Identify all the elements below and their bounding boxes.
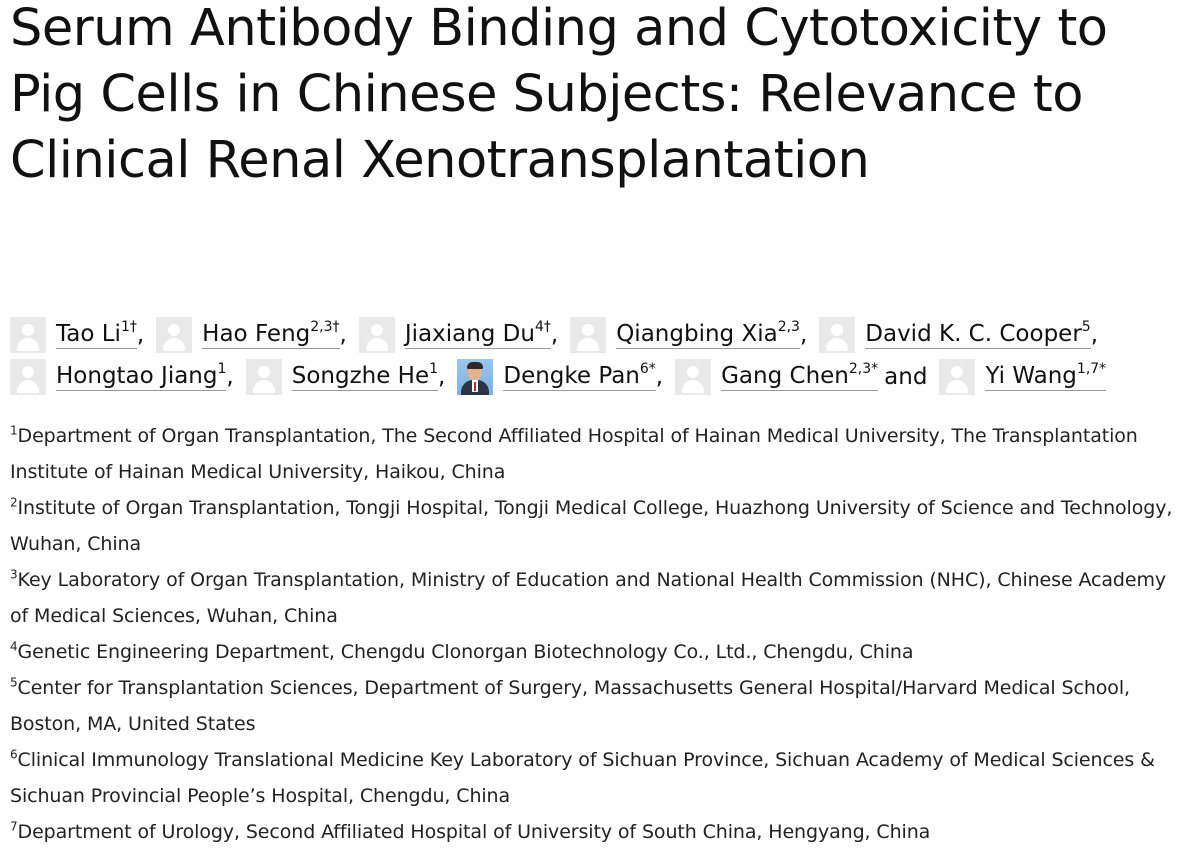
author-separator: ,: [136, 322, 145, 348]
affiliation-text: Genetic Engineering Department, Chengdu Clonorgan Biotechnology Co., Ltd., Chengdu, China: [17, 641, 914, 663]
affiliation-text: Center for Transplantation Sciences, Department of Surgery, Massachusetts General Hospital/Harvard Medical School, Boston, MA, United States: [10, 677, 1130, 735]
author-tao-li[interactable]: [10, 317, 137, 353]
author-affiliation-marker: 1: [217, 361, 227, 378]
avatar-placeholder-icon: [570, 317, 606, 353]
affiliation-text: Key Laboratory of Organ Transplantation, Ministry of Education and National Health Commission (NHC), Chinese Academy of Medical Sciences, Wuhan, China: [10, 569, 1167, 627]
author-separator: ,: [1090, 322, 1099, 348]
author-qiangbing-xia[interactable]: [570, 317, 800, 353]
avatar-placeholder-icon: [246, 359, 282, 395]
affiliation-text: Department of Urology, Second Affiliated Hospital of University of South China, Hengyang, China: [17, 821, 931, 843]
affiliation-list: [10, 418, 1182, 850]
author-affiliation-marker: 2,3: [777, 319, 800, 336]
avatar-placeholder-icon: [819, 317, 855, 353]
author-name-link[interactable]: David K. C. Cooper$^5$: [865, 319, 1091, 347]
affiliation-5: [10, 670, 1182, 742]
affiliation-text: Department of Organ Transplantation, The Second Affiliated Hospital of Hainan Medical University, The Transplantation Institute of Hainan Medical University, Haikou, China: [10, 425, 1138, 483]
author-songzhe-he[interactable]: [246, 359, 438, 395]
avatar-placeholder-icon: [675, 359, 711, 395]
article-title: Serum Antibody Binding and Cytotoxicity to Pig Cells in Chinese Subjects: Relevance to Clinical Renal Xenotransplantation: [10, 0, 1108, 190]
affiliation-1: [10, 418, 1182, 490]
author-name-link[interactable]: Hao Feng$^{2,3\dagger}$: [202, 319, 340, 347]
author-name-link[interactable]: Songzhe He$^1$: [291, 361, 439, 389]
author-separator: ,: [655, 364, 664, 390]
affiliation-number: 2: [10, 495, 18, 510]
avatar-placeholder-icon: [939, 359, 975, 395]
author-name-link[interactable]: Dengke Pan$^{6*}$: [503, 361, 656, 389]
author-separator: ,: [799, 322, 808, 348]
avatar-placeholder-icon: [10, 317, 46, 353]
affiliation-3: [10, 562, 1182, 634]
author-name-link[interactable]: Hongtao Jiang$^1$: [56, 361, 227, 389]
affiliation-7: [10, 814, 1182, 850]
author-affiliation-marker: 2,3†: [310, 319, 340, 336]
author-affiliation-marker: 4†: [534, 319, 551, 336]
author-name-link[interactable]: Jiaxiang $Du^{4\dagger}$: [404, 319, 551, 347]
author-affiliation-marker: 1,7*: [1076, 361, 1107, 378]
author-affiliation-marker: 2,3*: [848, 361, 879, 378]
author-separator: ,: [226, 364, 234, 390]
avatar-placeholder-icon: [359, 317, 395, 353]
author-david-cooper[interactable]: [819, 317, 1090, 353]
author-yi-wang[interactable]: [939, 359, 1106, 395]
author-separator-and: and: [884, 364, 928, 390]
author-name-link[interactable]: Gang Chen$^{2,3*}$: [721, 361, 879, 389]
author-jiaxiang-du[interactable]: [359, 317, 551, 353]
affiliation-number: 5: [10, 675, 18, 690]
author-line-1: [10, 314, 1188, 356]
author-separator: ,: [438, 364, 446, 390]
author-separator: ,: [550, 322, 559, 348]
author-affiliation-marker: 6*: [639, 361, 656, 378]
affiliation-2: [10, 490, 1182, 562]
affiliation-number: 4: [10, 639, 18, 654]
affiliation-number: 1: [10, 423, 18, 438]
affiliation-number: 3: [10, 567, 18, 582]
author-separator: ,: [339, 322, 347, 348]
author-gang-chen[interactable]: [675, 359, 878, 395]
author-name-link[interactable]: Yi Wang$^{1,7*}$: [985, 361, 1107, 389]
affiliation-6: [10, 742, 1182, 814]
author-name-link[interactable]: Qiangbing Xia$^{2,3}$: [616, 319, 800, 347]
author-dengke-pan[interactable]: [457, 359, 655, 395]
affiliation-number: 7: [10, 819, 18, 834]
avatar-placeholder-icon: [10, 359, 46, 395]
author-affiliation-marker: 5: [1081, 319, 1091, 336]
affiliation-text: Institute of Organ Transplantation, Tongji Hospital, Tongji Medical College, Huazhong University of Science and Technology, Wuhan, China: [10, 497, 1173, 555]
author-name-link[interactable]: Tao $Li^{1\dagger}$: [56, 319, 137, 347]
author-hao-feng[interactable]: [156, 317, 339, 353]
author-line-2: [10, 356, 1188, 398]
avatar-photo: [457, 359, 493, 395]
affiliation-4: [10, 634, 1182, 670]
author-list: [10, 314, 1188, 398]
avatar-placeholder-icon: [156, 317, 192, 353]
affiliation-number: 6: [10, 747, 18, 762]
affiliation-text: Clinical Immunology Translational Medicine Key Laboratory of Sichuan Province, Sichuan Academy of Medical Sciences & Sichuan Provincial People’s Hospital, Chengdu, China: [10, 749, 1155, 807]
author-hongtao-jiang[interactable]: [10, 359, 226, 395]
author-affiliation-marker: 1†: [120, 319, 137, 336]
author-affiliation-marker: 1: [429, 361, 439, 378]
